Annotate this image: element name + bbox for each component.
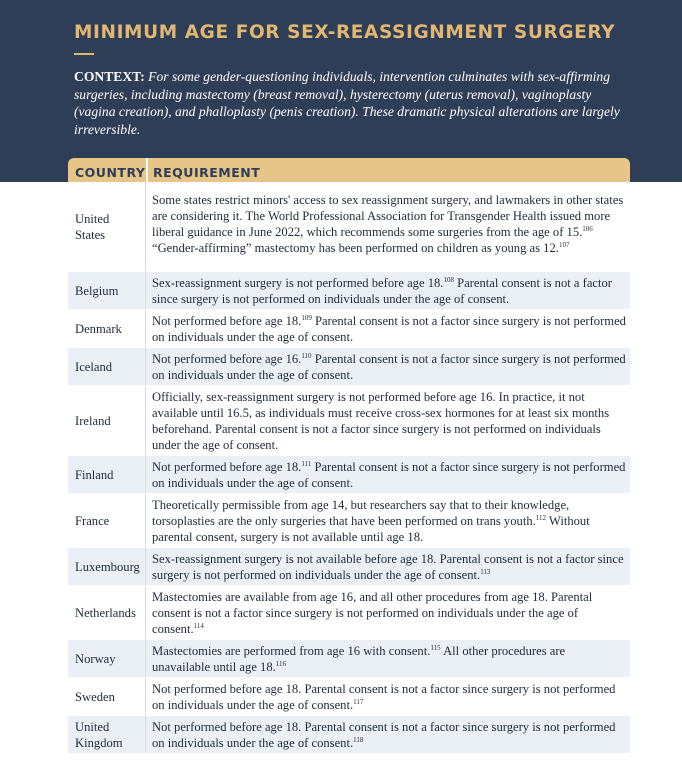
requirement-text: Officially, sex-reassignment surgery is not performed before age 16. In practice, it not available until 16.5, as individuals must receive cross-sex hormones for at least six months beforehand. Parental consent is not a factor since surgery is not performed on individuals under the age of consent. [152, 390, 610, 452]
country-name: United States [75, 211, 110, 242]
country-cell [68, 182, 146, 271]
requirement-text-cont: All other procedures are unavailable until age 18. [152, 644, 566, 674]
table-row [68, 640, 630, 678]
footnote-ref: 113 [480, 568, 491, 576]
requirement-cell [146, 640, 630, 677]
title-underline [74, 53, 94, 55]
requirement-text-cont: Parental consent is not a factor since surgery is not performed on individuals under the age of consent. [152, 352, 626, 382]
country-cell [68, 456, 146, 493]
requirement-text: Not performed before age 18. [152, 314, 302, 328]
requirement-cell [146, 182, 630, 271]
country-name: United Kingdom [75, 719, 123, 750]
country-name: Luxembourg [75, 559, 140, 574]
requirement-cell [146, 348, 630, 385]
requirement-cell [146, 272, 630, 309]
country-name: France [75, 513, 110, 528]
table-row [68, 386, 630, 456]
footnote-ref: 118 [353, 736, 364, 744]
requirement-cell [146, 678, 630, 715]
footnote-ref: 108 [443, 276, 454, 284]
table-row [68, 678, 630, 716]
country-cell [68, 310, 146, 347]
country-cell [68, 716, 146, 753]
column-header-country: COUNTRY [68, 158, 146, 182]
footnote-ref: 107 [558, 241, 570, 249]
header-banner [0, 0, 682, 182]
country-name: Norway [75, 651, 116, 666]
requirement-cell [146, 386, 630, 455]
country-cell [68, 348, 146, 385]
footnote-ref: 114 [193, 622, 204, 630]
country-name: Belgium [75, 283, 119, 298]
country-cell [68, 548, 146, 585]
country-cell [68, 640, 146, 677]
footnote-ref: 109 [301, 314, 312, 322]
requirement-text: Not performed before age 16. [152, 352, 302, 366]
requirement-text: Mastectomies are performed from age 16 with consent. [152, 644, 431, 658]
column-header-requirement: REQUIREMENT [148, 158, 630, 182]
country-name: Finland [75, 467, 114, 482]
country-name: Netherlands [75, 605, 136, 620]
requirement-cell [146, 586, 630, 639]
country-cell [68, 678, 146, 715]
context-label: CONTEXT: [74, 69, 145, 84]
table-row [68, 348, 630, 386]
requirement-text: Not performed before age 18. Parental consent is not a factor since surgery is not performed on individuals under the age of consent. [152, 720, 616, 750]
footnote-ref: 115 [430, 644, 441, 652]
context-text: For some gender-questioning individuals, intervention culminates with sex-affirming surgeries, including mastectomy (breast removal), hysterectomy (uterus removal), vaginoplasty (vagina creation), and phalloplasty (penis creation). These dramatic physical alterations are largely irreversible. [74, 69, 620, 137]
context-paragraph [74, 68, 634, 138]
footnote-ref: 111 [301, 460, 312, 468]
table-header [68, 158, 630, 182]
table-row [68, 586, 630, 640]
requirement-cell [146, 548, 630, 585]
requirement-text: Not performed before age 18. [152, 460, 302, 474]
table-row [68, 272, 630, 310]
country-name: Iceland [75, 359, 113, 374]
country-cell [68, 494, 146, 547]
table-row [68, 716, 630, 754]
table-row [68, 548, 630, 586]
table-row [68, 310, 630, 348]
requirement-text: Sex-reassignment surgery is not available before age 18. Parental consent is not a factor since surgery is not performed on individuals under the age of consent. [152, 552, 624, 582]
table-body [68, 182, 630, 754]
requirement-text-cont: Parental consent is not a factor since surgery is not performed on individuals under the age of consent. [152, 460, 626, 490]
requirement-text-cont: Parental consent is not a factor since surgery is not performed on individuals under the age of consent. [152, 276, 613, 306]
requirement-cell [146, 716, 630, 753]
table-row [68, 494, 630, 548]
country-cell [68, 272, 146, 309]
page-title: MINIMUM AGE FOR SEX-REASSIGNMENT SURGERY [74, 22, 616, 43]
requirement-text: Mastectomies are available from age 16, and all other procedures from age 18. Parental consent is not a factor since surgery is not performed on individuals under the age of consent. [152, 590, 593, 636]
footnote-ref: 110 [301, 352, 312, 360]
requirement-text-cont: “Gender-affirming” mastectomy has been performed on children as young as 12. [152, 241, 559, 255]
footnote-ref: 117 [353, 698, 364, 706]
requirement-text: Not performed before age 18. Parental consent is not a factor since surgery is not performed on individuals under the age of consent. [152, 682, 616, 712]
requirement-text: Some states restrict minors' access to sex reassignment surgery, and lawmakers in other states are considering it. The World Professional Association for Transgender Health issued more liberal guidance in June 2022, which recommends some surgeries from the age of 15. [152, 193, 624, 239]
table-row [68, 456, 630, 494]
requirement-cell [146, 456, 630, 493]
table-row [68, 182, 630, 272]
requirement-text-cont: Without parental consent, surgery is not available until age 18. [152, 514, 590, 544]
requirement-text-cont: Parental consent is not a factor since surgery is not performed on individuals under the age of consent. [152, 314, 626, 344]
footnote-ref: 112 [535, 514, 547, 522]
requirement-text: Sex-reassignment surgery is not performed before age 18. [152, 276, 444, 290]
country-name: Ireland [75, 413, 111, 428]
country-cell [68, 586, 146, 639]
footnote-ref: 106 [582, 225, 593, 233]
requirement-text: Theoretically permissible from age 14, but researchers say that to their knowledge, torsoplasties are the only surgeries that have been performed on trans youth. [152, 498, 570, 528]
footnote-ref: 116 [275, 660, 287, 668]
country-name: Denmark [75, 321, 122, 336]
requirement-cell [146, 310, 630, 347]
country-cell [68, 386, 146, 455]
country-name: Sweden [75, 689, 115, 704]
requirement-cell [146, 494, 630, 547]
